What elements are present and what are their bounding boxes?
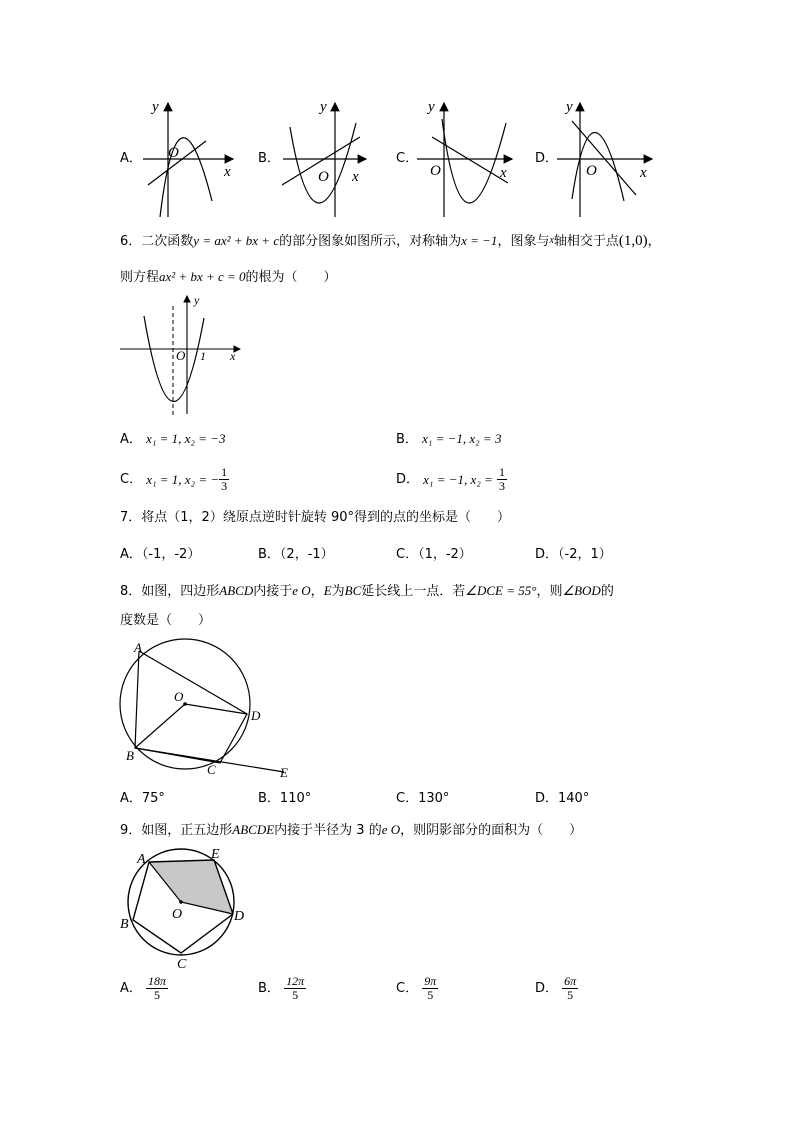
- q9-figure: [116, 842, 256, 972]
- q6-option-a: A． x₁ = 1, x₂ = −3: [120, 431, 226, 447]
- fraction: $\frac{12\pi}{5}$: [286, 974, 305, 1003]
- q9-option-c: C． $\frac{9\pi}{5}$: [396, 974, 437, 1003]
- x-label: x: [230, 349, 236, 363]
- q8-stem-line1: 8．如图，四边形ABCD内接于e O，E为BC延长线上一点．若∠DCE = 55°，则∠BOD的: [120, 583, 614, 599]
- x-label: x: [352, 169, 359, 185]
- q6-option-c: C． x₁ = 1, x₂ = − $\frac{1}{3}$: [120, 465, 228, 494]
- point-e-label: E: [211, 847, 220, 862]
- graph-b: [278, 95, 378, 220]
- fraction: $\frac{1}{3}$: [221, 465, 228, 494]
- q7-option-b: B．（2，-1）: [258, 547, 334, 562]
- origin-label: O: [586, 163, 597, 179]
- origin-label: O: [176, 348, 186, 363]
- y-label: y: [194, 293, 200, 307]
- option-letter: D．: [535, 151, 559, 166]
- tick-one-label: 1: [200, 349, 206, 363]
- center-o-label: O: [174, 689, 184, 704]
- point-b-label: B: [126, 748, 134, 763]
- option-letter: C．: [396, 151, 419, 166]
- point-e-label: E: [280, 765, 288, 780]
- origin-label: O: [430, 163, 441, 179]
- q8-option-d: D．140°: [535, 791, 590, 806]
- fraction: $\frac{18\pi}{5}$: [148, 974, 167, 1003]
- origin-label: O: [168, 145, 179, 161]
- point-a-label: A: [134, 640, 142, 655]
- fraction: $\frac{9\pi}{5}$: [424, 974, 437, 1003]
- q8-figure: [112, 636, 302, 782]
- q8-option-a: A．75°: [120, 791, 165, 806]
- graph-d: [552, 95, 662, 220]
- q9-stem: 9．如图，正五边形ABCDE内接于半径为 3 的e O，则阴影部分的面积为（ ）: [120, 822, 583, 838]
- graph-c: [412, 95, 522, 220]
- y-label: y: [152, 99, 159, 115]
- q7-option-c: C．（1，-2）: [396, 547, 472, 562]
- q7-option-a: A．（-1，-2）: [120, 547, 201, 562]
- point-d-label: D: [234, 909, 245, 924]
- point-d-label: D: [251, 708, 261, 723]
- q8-option-c: C．130°: [396, 791, 450, 806]
- q6-stem-line1: 6．二次函数y = ax² + bx + c的部分图象如图所示，对称轴为x = −1，图象与x轴相交于点(1,0)，: [120, 233, 661, 249]
- q6-option-d: D． x₁ = −1, x₂ = $\frac{1}{3}$: [396, 465, 505, 494]
- point-c-label: C: [207, 762, 216, 777]
- fraction: $\frac{1}{3}$: [498, 465, 505, 494]
- point-c-label: C: [177, 957, 187, 972]
- q6-graph: [118, 292, 248, 417]
- origin-label: O: [318, 169, 329, 185]
- x-label: x: [640, 165, 647, 181]
- point-b-label: B: [120, 917, 129, 932]
- center-o-label: O: [172, 907, 183, 922]
- q7-option-d: D．（-2，1）: [535, 547, 612, 562]
- y-label: y: [320, 99, 327, 115]
- option-letter: A．: [120, 151, 142, 166]
- q8-option-b: B．110°: [258, 791, 312, 806]
- y-label: y: [428, 99, 435, 115]
- fraction: $\frac{6\pi}{5}$: [564, 974, 577, 1003]
- q9-option-d: D． $\frac{6\pi}{5}$: [535, 974, 577, 1003]
- q9-option-b: B． $\frac{12\pi}{5}$: [258, 974, 305, 1003]
- q7-stem: 7．将点（1，2）绕原点逆时针旋转 90°得到的点的坐标是（ ）: [120, 510, 510, 525]
- x-label: x: [224, 164, 231, 180]
- graph-a: [138, 95, 248, 220]
- q6-option-b: B． x₁ = −1, x₂ = 3: [396, 431, 502, 447]
- x-label: x: [500, 165, 507, 181]
- q8-stem-line2: 度数是（ ）: [120, 613, 212, 628]
- y-label: y: [566, 99, 573, 115]
- q9-option-a: A． $\frac{18\pi}{5}$: [120, 974, 167, 1003]
- point-a-label: A: [137, 852, 146, 867]
- option-letter: B．: [258, 151, 280, 166]
- q6-stem-line2: 则方程ax² + bx + c = 0的根为（ ）: [120, 269, 337, 285]
